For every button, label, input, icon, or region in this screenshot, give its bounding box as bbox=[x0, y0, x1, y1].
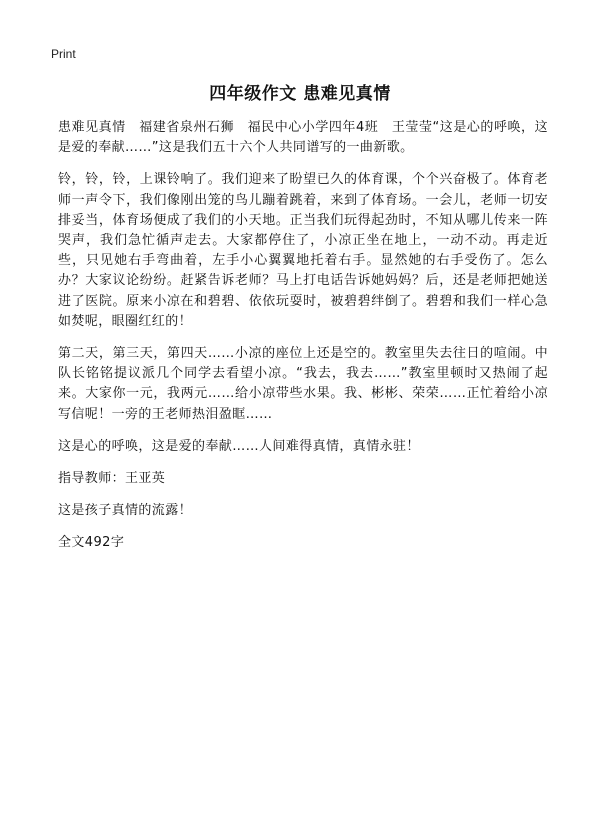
print-link[interactable]: Print bbox=[51, 47, 76, 61]
article-paragraph-intro: 患难见真情 福建省泉州石狮 福民中心小学四年4班 王莹莹“这是心的呼唤，这是爱的奉献……”这是我们五十六个人共同谱写的一曲新歌。 bbox=[58, 120, 548, 156]
article-teacher-comment: 这是孩子真情的流露！ bbox=[58, 503, 193, 519]
article-word-count: 全文492字 bbox=[58, 535, 125, 551]
article-paragraph-story: 铃，铃，铃，上课铃响了。我们迎来了盼望已久的体育课，个个兴奋极了。体育老师一声令下，我们像刚出笼的鸟儿蹦着跳着，来到了体育场。一会儿，老师一切安排妥当，体育场便成了我们的小天地。正当我们玩得起劲时，不知从哪儿传来一阵哭声，我们急忙循声走去。大家都停住了，小凉正坐在地上，一动不动。再走近些，只见她右手弯曲着，左手小心翼翼地托着右手。显然她的右手受伤了。怎么办？大家议论纷纷。赶紧告诉老师？马上打电话告诉她妈妈？后，还是老师把她送进了医院。原来小凉在和碧碧、依依玩耍时，被碧碧绊倒了。碧碧和我们一样心急如焚呢，眼圈红红的！ bbox=[58, 172, 548, 329]
article-body bbox=[58, 118, 548, 566]
article-paragraph-conclusion: 这是心的呼唤，这是爱的奉献……人间难得真情，真情永驻！ bbox=[58, 438, 420, 454]
article-title: 四年级作文 患难见真情 bbox=[209, 84, 391, 104]
article-paragraph-visit: 第二天，第三天，第四天……小凉的座位上还是空的。教室里失去往日的喧闹。中队长铭铭提议派几个同学去看望小凉。“我去，我去……”教室里顿时又热闹了起来。大家你一元，我两元……给小凉带些水果。我、彬彬、荣荣……正忙着给小凉写信呢！一旁的王老师热泪盈眶…… bbox=[58, 346, 548, 422]
article-teacher: 指导教师：王亚英 bbox=[58, 471, 166, 487]
